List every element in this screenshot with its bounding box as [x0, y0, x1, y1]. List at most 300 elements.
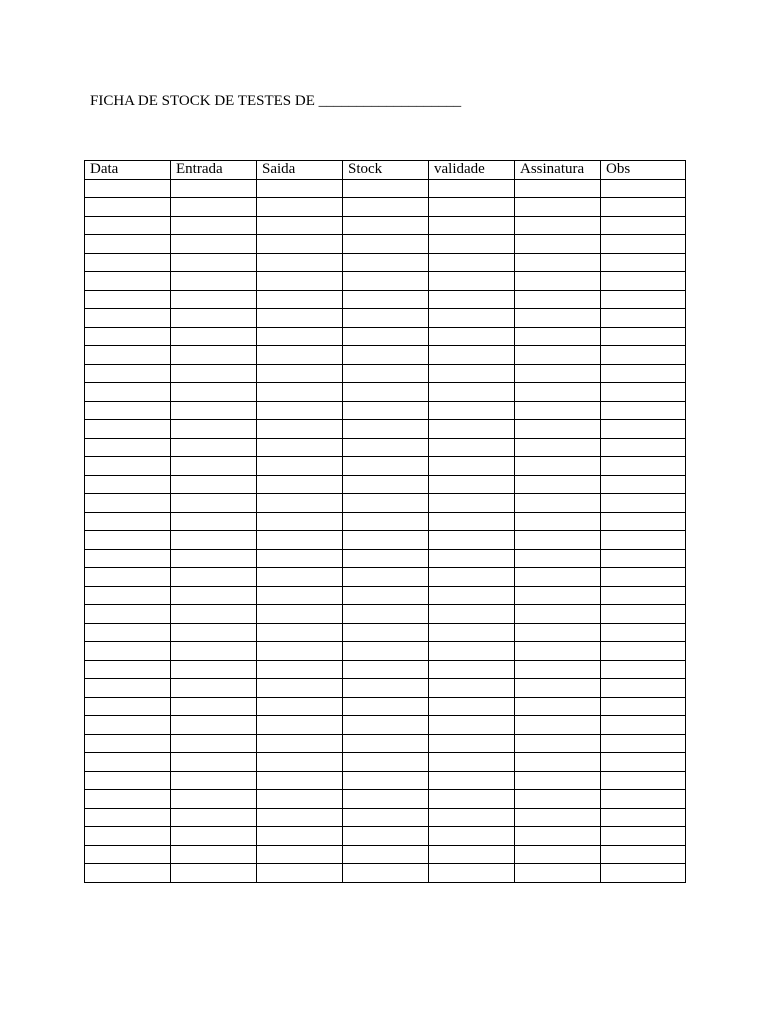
stock-table: [84, 160, 686, 883]
table-row: [85, 790, 686, 809]
table-cell: [515, 198, 601, 217]
table-cell: [171, 568, 257, 587]
table-cell: [171, 494, 257, 513]
table-cell: [601, 401, 686, 420]
table-cell: [171, 697, 257, 716]
table-cell: [601, 660, 686, 679]
table-cell: [601, 272, 686, 291]
table-cell: [343, 216, 429, 235]
table-cell: [171, 679, 257, 698]
table-cell: [343, 272, 429, 291]
table-cell: [515, 568, 601, 587]
table-cell: [343, 549, 429, 568]
table-cell: [515, 235, 601, 254]
table-row: [85, 346, 686, 365]
table-cell: [257, 475, 343, 494]
table-cell: [343, 309, 429, 328]
table-cell: [171, 734, 257, 753]
table-cell: [257, 568, 343, 587]
table-cell: [257, 623, 343, 642]
table-cell: [85, 420, 171, 439]
table-cell: [343, 568, 429, 587]
table-cell: [601, 235, 686, 254]
table-cell: [429, 364, 515, 383]
table-cell: [601, 642, 686, 661]
table-cell: [601, 568, 686, 587]
table-body: [85, 179, 686, 882]
table-cell: [515, 679, 601, 698]
table-cell: [85, 290, 171, 309]
table-cell: [171, 327, 257, 346]
table-cell: [601, 679, 686, 698]
table-cell: [171, 401, 257, 420]
table-row: [85, 697, 686, 716]
table-cell: [429, 235, 515, 254]
table-cell: [171, 364, 257, 383]
table-cell: [429, 346, 515, 365]
table-cell: [429, 198, 515, 217]
table-cell: [429, 401, 515, 420]
document-title: FICHA DE STOCK DE TESTES DE ___________________: [90, 93, 462, 109]
header-saida: Saida: [257, 161, 343, 180]
table-cell: [429, 605, 515, 624]
table-cell: [171, 420, 257, 439]
table-cell: [257, 198, 343, 217]
table-cell: [515, 623, 601, 642]
table-cell: [429, 845, 515, 864]
table-cell: [85, 660, 171, 679]
table-cell: [257, 771, 343, 790]
table-row: [85, 475, 686, 494]
table-cell: [171, 549, 257, 568]
table-cell: [171, 531, 257, 550]
table-row: [85, 531, 686, 550]
table-cell: [601, 605, 686, 624]
table-cell: [171, 790, 257, 809]
table-cell: [343, 290, 429, 309]
table-cell: [343, 383, 429, 402]
table-cell: [257, 179, 343, 198]
table-cell: [429, 864, 515, 883]
header-data: Data: [85, 161, 171, 180]
table-cell: [257, 660, 343, 679]
table-cell: [85, 383, 171, 402]
table-cell: [429, 494, 515, 513]
table-cell: [85, 253, 171, 272]
table-cell: [429, 179, 515, 198]
table-cell: [85, 235, 171, 254]
table-cell: [601, 420, 686, 439]
table-row: [85, 808, 686, 827]
table-row: [85, 660, 686, 679]
table-cell: [343, 438, 429, 457]
table-cell: [515, 605, 601, 624]
table-cell: [85, 401, 171, 420]
table-cell: [515, 272, 601, 291]
table-cell: [257, 549, 343, 568]
table-cell: [429, 531, 515, 550]
table-cell: [257, 309, 343, 328]
table-cell: [257, 346, 343, 365]
table-cell: [601, 327, 686, 346]
table-cell: [257, 457, 343, 476]
table-cell: [85, 790, 171, 809]
header-validade: validade: [429, 161, 515, 180]
table-row: [85, 457, 686, 476]
table-cell: [429, 827, 515, 846]
table-cell: [343, 586, 429, 605]
table-cell: [515, 364, 601, 383]
table-cell: [429, 697, 515, 716]
table-row: [85, 179, 686, 198]
table-row: [85, 198, 686, 217]
table-cell: [515, 716, 601, 735]
table-cell: [257, 235, 343, 254]
table-cell: [257, 845, 343, 864]
table-cell: [257, 697, 343, 716]
table-cell: [85, 642, 171, 661]
table-cell: [515, 734, 601, 753]
table-row: [85, 864, 686, 883]
table-cell: [257, 808, 343, 827]
table-cell: [85, 216, 171, 235]
table-cell: [515, 494, 601, 513]
table-cell: [85, 549, 171, 568]
table-cell: [429, 716, 515, 735]
table-cell: [171, 660, 257, 679]
table-cell: [343, 198, 429, 217]
table-cell: [429, 679, 515, 698]
table-cell: [171, 586, 257, 605]
table-cell: [343, 790, 429, 809]
table-cell: [601, 179, 686, 198]
table-cell: [343, 734, 429, 753]
table-cell: [429, 549, 515, 568]
table-cell: [85, 531, 171, 550]
table-cell: [515, 346, 601, 365]
table-cell: [171, 272, 257, 291]
table-header-row: [85, 161, 686, 180]
table-cell: [171, 383, 257, 402]
table-cell: [85, 845, 171, 864]
table-cell: [85, 623, 171, 642]
table-row: [85, 216, 686, 235]
table-cell: [257, 494, 343, 513]
table-cell: [515, 660, 601, 679]
table-cell: [257, 864, 343, 883]
table-cell: [85, 494, 171, 513]
table-row: [85, 586, 686, 605]
table-row: [85, 605, 686, 624]
table-cell: [343, 660, 429, 679]
table-cell: [343, 179, 429, 198]
table-cell: [343, 420, 429, 439]
table-cell: [429, 327, 515, 346]
table-row: [85, 827, 686, 846]
table-cell: [85, 827, 171, 846]
table-cell: [343, 346, 429, 365]
table-cell: [257, 605, 343, 624]
table-cell: [601, 790, 686, 809]
table-cell: [257, 253, 343, 272]
table-cell: [171, 771, 257, 790]
table-cell: [171, 753, 257, 772]
table-cell: [429, 568, 515, 587]
table-cell: [343, 512, 429, 531]
table-cell: [515, 586, 601, 605]
table-cell: [515, 290, 601, 309]
table-cell: [429, 771, 515, 790]
table-cell: [601, 198, 686, 217]
table-row: [85, 420, 686, 439]
table-cell: [429, 438, 515, 457]
table-cell: [515, 549, 601, 568]
table-row: [85, 771, 686, 790]
table-cell: [515, 753, 601, 772]
table-row: [85, 383, 686, 402]
table-cell: [601, 753, 686, 772]
table-cell: [85, 771, 171, 790]
table-cell: [85, 179, 171, 198]
table-cell: [601, 290, 686, 309]
table-cell: [601, 383, 686, 402]
table-cell: [429, 457, 515, 476]
table-cell: [85, 346, 171, 365]
table-cell: [601, 457, 686, 476]
table-row: [85, 364, 686, 383]
table-cell: [601, 475, 686, 494]
table-cell: [429, 790, 515, 809]
table-row: [85, 549, 686, 568]
table-cell: [429, 512, 515, 531]
table-cell: [343, 753, 429, 772]
table-cell: [429, 808, 515, 827]
table-cell: [515, 401, 601, 420]
table-cell: [85, 734, 171, 753]
table-cell: [85, 753, 171, 772]
table-cell: [257, 364, 343, 383]
table-cell: [343, 457, 429, 476]
table-cell: [343, 253, 429, 272]
table-cell: [171, 808, 257, 827]
table-cell: [171, 179, 257, 198]
table-cell: [343, 327, 429, 346]
table-cell: [257, 679, 343, 698]
table-cell: [429, 660, 515, 679]
table-cell: [257, 438, 343, 457]
table-cell: [429, 753, 515, 772]
header-stock: Stock: [343, 161, 429, 180]
table-cell: [601, 623, 686, 642]
table-row: [85, 753, 686, 772]
table-cell: [601, 216, 686, 235]
table-cell: [601, 549, 686, 568]
table-cell: [171, 512, 257, 531]
table-row: [85, 716, 686, 735]
table-cell: [515, 253, 601, 272]
table-row: [85, 679, 686, 698]
table-cell: [515, 790, 601, 809]
table-cell: [257, 753, 343, 772]
table-cell: [343, 771, 429, 790]
table-cell: [171, 198, 257, 217]
table-cell: [171, 253, 257, 272]
table-cell: [343, 808, 429, 827]
table-cell: [515, 420, 601, 439]
table-cell: [515, 642, 601, 661]
table-cell: [257, 216, 343, 235]
table-cell: [171, 290, 257, 309]
table-row: [85, 845, 686, 864]
table-cell: [515, 309, 601, 328]
table-cell: [515, 697, 601, 716]
table-row: [85, 253, 686, 272]
table-cell: [429, 290, 515, 309]
table-cell: [171, 642, 257, 661]
table-cell: [515, 383, 601, 402]
table-row: [85, 327, 686, 346]
table-cell: [85, 512, 171, 531]
table-cell: [171, 864, 257, 883]
table-cell: [515, 179, 601, 198]
header-obs: Obs: [601, 161, 686, 180]
table-cell: [257, 327, 343, 346]
table-cell: [515, 864, 601, 883]
table-cell: [515, 512, 601, 531]
table-cell: [515, 475, 601, 494]
table-row: [85, 309, 686, 328]
table-cell: [343, 623, 429, 642]
table-cell: [601, 364, 686, 383]
table-row: [85, 623, 686, 642]
table-cell: [601, 531, 686, 550]
table-cell: [343, 364, 429, 383]
table-cell: [601, 771, 686, 790]
table-cell: [515, 827, 601, 846]
table-cell: [257, 512, 343, 531]
table-cell: [257, 420, 343, 439]
table-cell: [601, 253, 686, 272]
table-cell: [85, 568, 171, 587]
table-cell: [257, 734, 343, 753]
table-cell: [85, 605, 171, 624]
table-cell: [515, 216, 601, 235]
header-assinatura: Assinatura: [515, 161, 601, 180]
table-cell: [257, 586, 343, 605]
table-cell: [343, 494, 429, 513]
table-cell: [171, 716, 257, 735]
table-cell: [343, 475, 429, 494]
table-cell: [171, 827, 257, 846]
table-cell: [601, 512, 686, 531]
table-cell: [343, 697, 429, 716]
table-cell: [257, 790, 343, 809]
table-row: [85, 734, 686, 753]
table-row: [85, 235, 686, 254]
table-cell: [343, 642, 429, 661]
table-cell: [343, 401, 429, 420]
table-cell: [343, 845, 429, 864]
table-cell: [343, 864, 429, 883]
table-cell: [85, 438, 171, 457]
header-entrada: Entrada: [171, 161, 257, 180]
table-cell: [171, 457, 257, 476]
table-cell: [257, 642, 343, 661]
table-cell: [601, 734, 686, 753]
table-row: [85, 290, 686, 309]
table-cell: [601, 346, 686, 365]
table-cell: [515, 531, 601, 550]
table-cell: [601, 438, 686, 457]
table-cell: [429, 734, 515, 753]
table-cell: [171, 235, 257, 254]
table-cell: [343, 531, 429, 550]
table-row: [85, 494, 686, 513]
table-cell: [429, 309, 515, 328]
table-cell: [171, 216, 257, 235]
table-cell: [171, 845, 257, 864]
table-cell: [85, 864, 171, 883]
table-cell: [171, 309, 257, 328]
table-cell: [257, 383, 343, 402]
table-cell: [515, 438, 601, 457]
table-cell: [171, 346, 257, 365]
table-row: [85, 401, 686, 420]
table-cell: [601, 309, 686, 328]
table-cell: [429, 383, 515, 402]
table-cell: [515, 327, 601, 346]
table-cell: [601, 864, 686, 883]
table-cell: [85, 198, 171, 217]
table-cell: [257, 827, 343, 846]
table-cell: [429, 272, 515, 291]
table-cell: [257, 716, 343, 735]
table-cell: [85, 716, 171, 735]
table-cell: [343, 679, 429, 698]
table-cell: [171, 623, 257, 642]
table-cell: [85, 679, 171, 698]
table-cell: [85, 808, 171, 827]
table-cell: [171, 475, 257, 494]
table-cell: [429, 623, 515, 642]
table-cell: [257, 290, 343, 309]
table-cell: [85, 586, 171, 605]
table-cell: [85, 475, 171, 494]
table-cell: [601, 808, 686, 827]
table-cell: [429, 420, 515, 439]
table-cell: [171, 605, 257, 624]
table-cell: [429, 475, 515, 494]
table-cell: [429, 642, 515, 661]
table-row: [85, 642, 686, 661]
table-cell: [601, 697, 686, 716]
table-cell: [257, 531, 343, 550]
table-cell: [85, 364, 171, 383]
table-row: [85, 272, 686, 291]
table-cell: [85, 309, 171, 328]
table-cell: [515, 845, 601, 864]
table-cell: [601, 586, 686, 605]
table-cell: [601, 494, 686, 513]
table-cell: [343, 716, 429, 735]
table-cell: [85, 272, 171, 291]
table-row: [85, 512, 686, 531]
table-row: [85, 568, 686, 587]
table-cell: [429, 216, 515, 235]
table-cell: [515, 808, 601, 827]
table-cell: [257, 272, 343, 291]
table-cell: [343, 605, 429, 624]
